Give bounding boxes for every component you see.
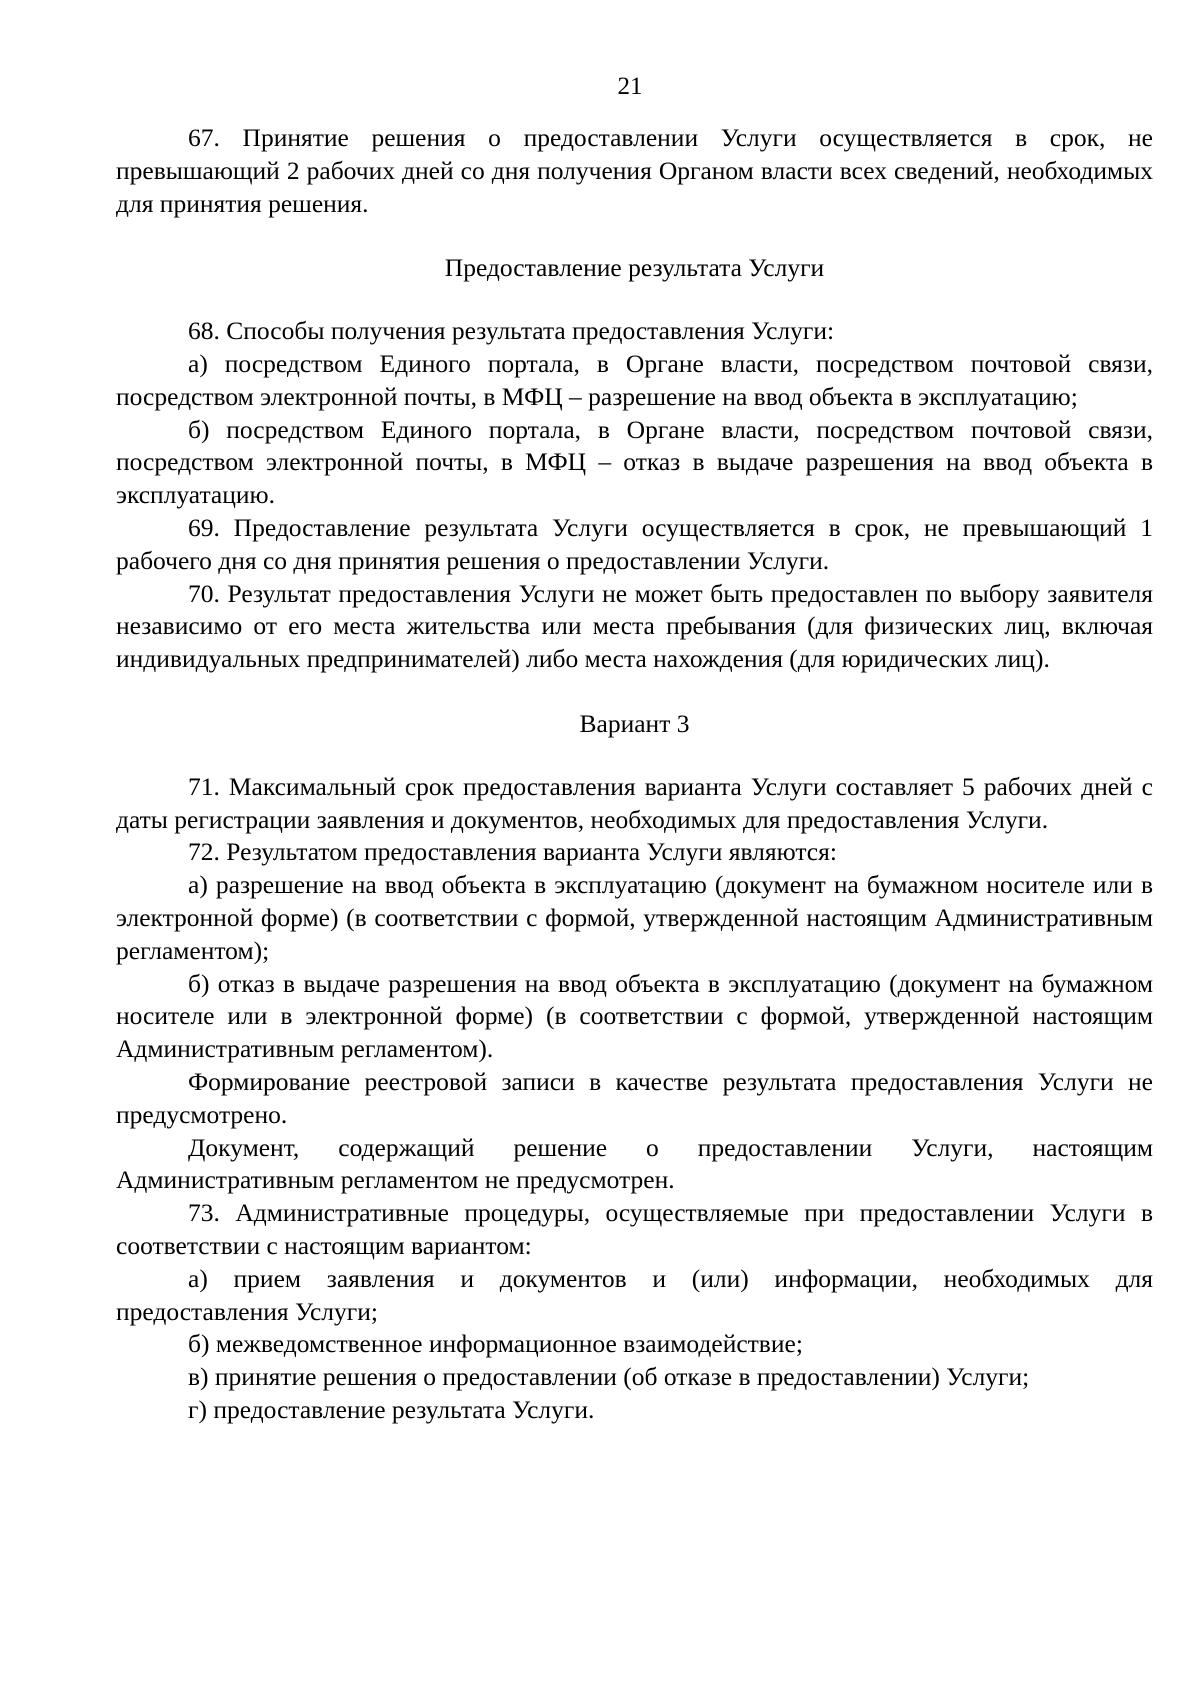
paragraph-68: 68. Способы получения результата предоставления Услуги:: [188, 316, 835, 346]
document-body: [116, 122, 1153, 1427]
paragraph-71: 71. Максимальный срок предоставления варианта Услуги составляет 5 рабочих дней с даты регистрации заявления и документов, необходимых для предоставления Услуги.: [116, 771, 1153, 834]
section-heading-result: Предоставление результата Услуги: [444, 253, 825, 283]
paragraph-72: 72. Результатом предоставления варианта Услуги являются:: [188, 837, 837, 867]
paragraph-decision-document: Документ, содержащий решение о предоставлении Услуги, настоящим Административным регламентом не предусмотрен.: [116, 1132, 1153, 1195]
section-heading-variant-3: Вариант 3: [579, 708, 690, 738]
paragraph-70: 70. Результат предоставления Услуги не может быть предоставлен по выбору заявителя независимо от его места жительства или места пребывания (для физических лиц, включая индивидуальных предпринимателей) либо места нахождения (для юридических лиц).: [116, 578, 1153, 674]
paragraph-73-d: г) предоставление результата Услуги.: [188, 1394, 595, 1424]
page-number: 21: [617, 73, 643, 100]
paragraph-68-b: б) посредством Единого портала, в Органе власти, посредством почтовой связи, посредством электронной почты, в МФЦ – отказ в выдаче разрешения на ввод объекта в эксплуатацию.: [116, 414, 1153, 510]
paragraph-68-a: а) посредством Единого портала, в Органе власти, посредством почтовой связи, посредством электронной почты, в МФЦ – разрешение на ввод объекта в эксплуатацию;: [116, 348, 1153, 411]
paragraph-73-b: б) межведомственное информационное взаимодействие;: [188, 1329, 803, 1359]
paragraph-67: 67. Принятие решения о предоставлении Услуги осуществляется в срок, не превышающий 2 рабочих дней со дня получения Органом власти всех сведений, необходимых для принятия решения.: [116, 123, 1153, 218]
paragraph-72-a: а) разрешение на ввод объекта в эксплуатацию (документ на бумажном носителе или в электронной форме) (в соответствии с формой, утвержденной настоящим Административным регламентом);: [116, 870, 1153, 965]
paragraph-69: 69. Предоставление результата Услуги осуществляется в срок, не превышающий 1 рабочего дня со дня принятия решения о предоставлении Услуги.: [116, 512, 1153, 575]
paragraph-73-a: а) прием заявления и документов и (или) информации, необходимых для предоставления Услуги;: [116, 1263, 1153, 1326]
paragraph-73-c: в) принятие решения о предоставлении (об отказе в предоставлении) Услуги;: [188, 1362, 1030, 1392]
paragraph-73: 73. Административные процедуры, осуществляемые при предоставлении Услуги в соответствии с настоящим вариантом:: [116, 1198, 1153, 1260]
paragraph-72-b: б) отказ в выдаче разрешения на ввод объекта в эксплуатацию (документ на бумажном носителе или в электронной форме) (в соответствии с формой, утвержденной настоящим Административным регламентом).: [116, 968, 1153, 1064]
paragraph-registry-record: Формирование реестровой записи в качестве результата предоставления Услуги не предусмотрено.: [116, 1066, 1153, 1129]
